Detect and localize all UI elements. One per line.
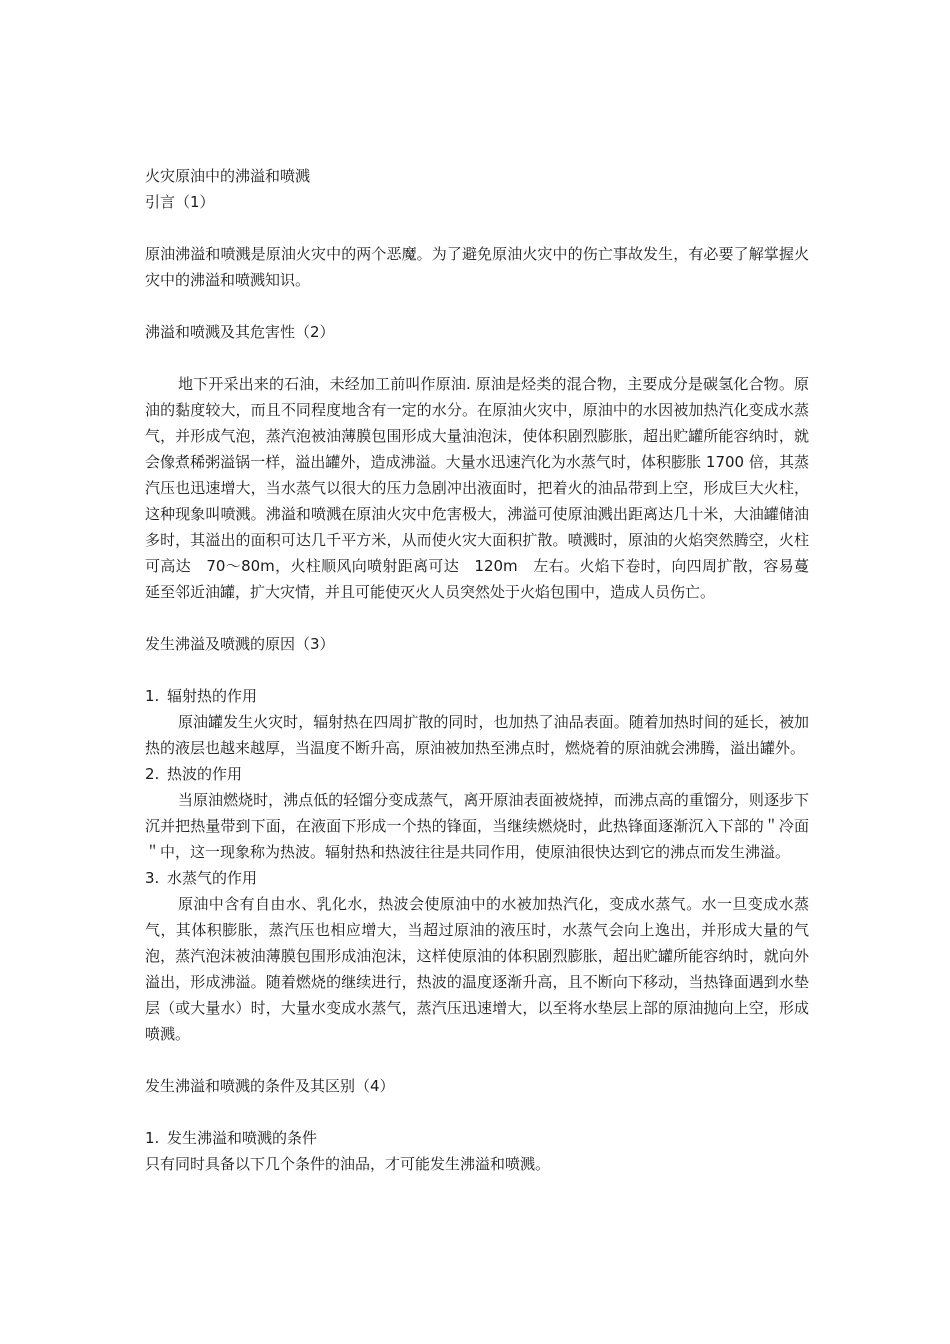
section4-item1-title — [145, 1125, 809, 1151]
document-page — [145, 163, 809, 1177]
section2-paragraph: 地下开采出来的石油，未经加工前叫作原油. 原油是烃类的混合物，主要成分是碳氢化合物。原油的黏度较大，而且不同程度地含有一定的水分。在原油火灾中，原油中的水因被加热汽化变成水蒸气，并形成气泡，蒸汽泡被油薄膜包围形成大量油泡沫，使体积剧烈膨胀，超出贮罐所能容纳时，就会像煮稀粥溢锅一样，溢出罐外，造成沸溢。大量水迅速汽化为水蒸气时，体积膨胀 1700 倍，其蒸汽压也迅速增大，当水蒸气以很大的压力急剧冲出液面时，把着火的油品带到上空，形成巨大火柱，这种现象叫喷溅。沸溢和喷溅在原油火灾中危害极大，沸溢可使原油溅出距离达几十米，大油罐储油多时，其溢出的面积可达几千平方米，从而使火灾大面积扩散。喷溅时，原油的火焰突然腾空，火柱可高达 70～80m，火柱顺风向喷射距离可达 120m 左右。火焰下卷时，向四周扩散，容易蔓延至邻近油罐，扩大灾情，并且可能使灭火人员突然处于火焰包围中，造成人员伤亡。 — [145, 375, 809, 601]
list-number: 2. — [145, 765, 160, 783]
document-title: 火灾原油中的沸溢和喷溅 — [145, 167, 311, 185]
spacer — [145, 657, 809, 683]
section4-heading: 发生沸溢和喷溅的条件及其区别（4） — [145, 1077, 395, 1095]
section3-heading: 发生沸溢及喷溅的原因（3） — [145, 635, 335, 653]
spacer — [145, 215, 809, 241]
list-number: 1. — [145, 1129, 160, 1147]
list-item-title: 热波的作用 — [167, 765, 243, 783]
intro-paragraph: 原油沸溢和喷溅是原油火灾中的两个恶魔。为了避免原油火灾中的伤亡事故发生，有必要了解掌握火灾中的沸溢和喷溅知识。 — [145, 245, 809, 289]
section2-heading: 沸溢和喷溅及其危害性（2） — [145, 323, 335, 341]
section3-item3-text: 原油中含有自由水、乳化水，热波会使原油中的水被加热汽化，变成水蒸气。水一旦变成水蒸气，其体积膨胀，蒸汽压也相应增大，当超过原油的液压时，水蒸气会向上逸出，并形成大量的气泡，蒸汽泡沫被油薄膜包围形成油泡沫，这样使原油的体积剧烈膨胀，超出贮罐所能容纳时，就向外溢出，形成沸溢。随着燃烧的继续进行，热波的温度逐渐升高，且不断向下移动，当热锋面遇到水垫层（或大量水）时，大量水变成水蒸气，蒸汽压迅速增大，以至将水垫层上部的原油抛向上空，形成喷溅。 — [145, 895, 809, 1043]
list-number: 1. — [145, 687, 160, 705]
list-item-title: 水蒸气的作用 — [167, 869, 258, 887]
intro-heading: 引言（1） — [145, 193, 215, 211]
section3-item1-title — [145, 683, 809, 709]
spacer — [145, 293, 809, 319]
section4-item1-text: 只有同时具备以下几个条件的油品，才可能发生沸溢和喷溅。 — [145, 1155, 551, 1173]
spacer — [145, 1047, 809, 1073]
list-number: 3. — [145, 869, 160, 887]
spacer — [145, 1099, 809, 1125]
spacer — [145, 345, 809, 371]
spacer — [145, 605, 809, 631]
list-item-title: 辐射热的作用 — [167, 687, 258, 705]
section3-item2-title — [145, 761, 809, 787]
section3-item2-text: 当原油燃烧时，沸点低的轻馏分变成蒸气，离开原油表面被烧掉，而沸点高的重馏分，则逐步下沉并把热量带到下面，在液面下形成一个热的锋面，当继续燃烧时，此热锋面逐渐沉入下部的＂冷面＂中，这一现象称为热波。辐射热和热波往往是共同作用，使原油很快达到它的沸点而发生沸溢。 — [145, 791, 809, 861]
list-item-title: 发生沸溢和喷溅的条件 — [167, 1129, 318, 1147]
section3-item3-title — [145, 865, 809, 891]
section3-item1-text: 原油罐发生火灾时，辐射热在四周扩散的同时，也加热了油品表面。随着加热时间的延长，被加热的液层也越来越厚，当温度不断升高，原油被加热至沸点时，燃烧着的原油就会沸腾，溢出罐外。 — [145, 713, 809, 757]
